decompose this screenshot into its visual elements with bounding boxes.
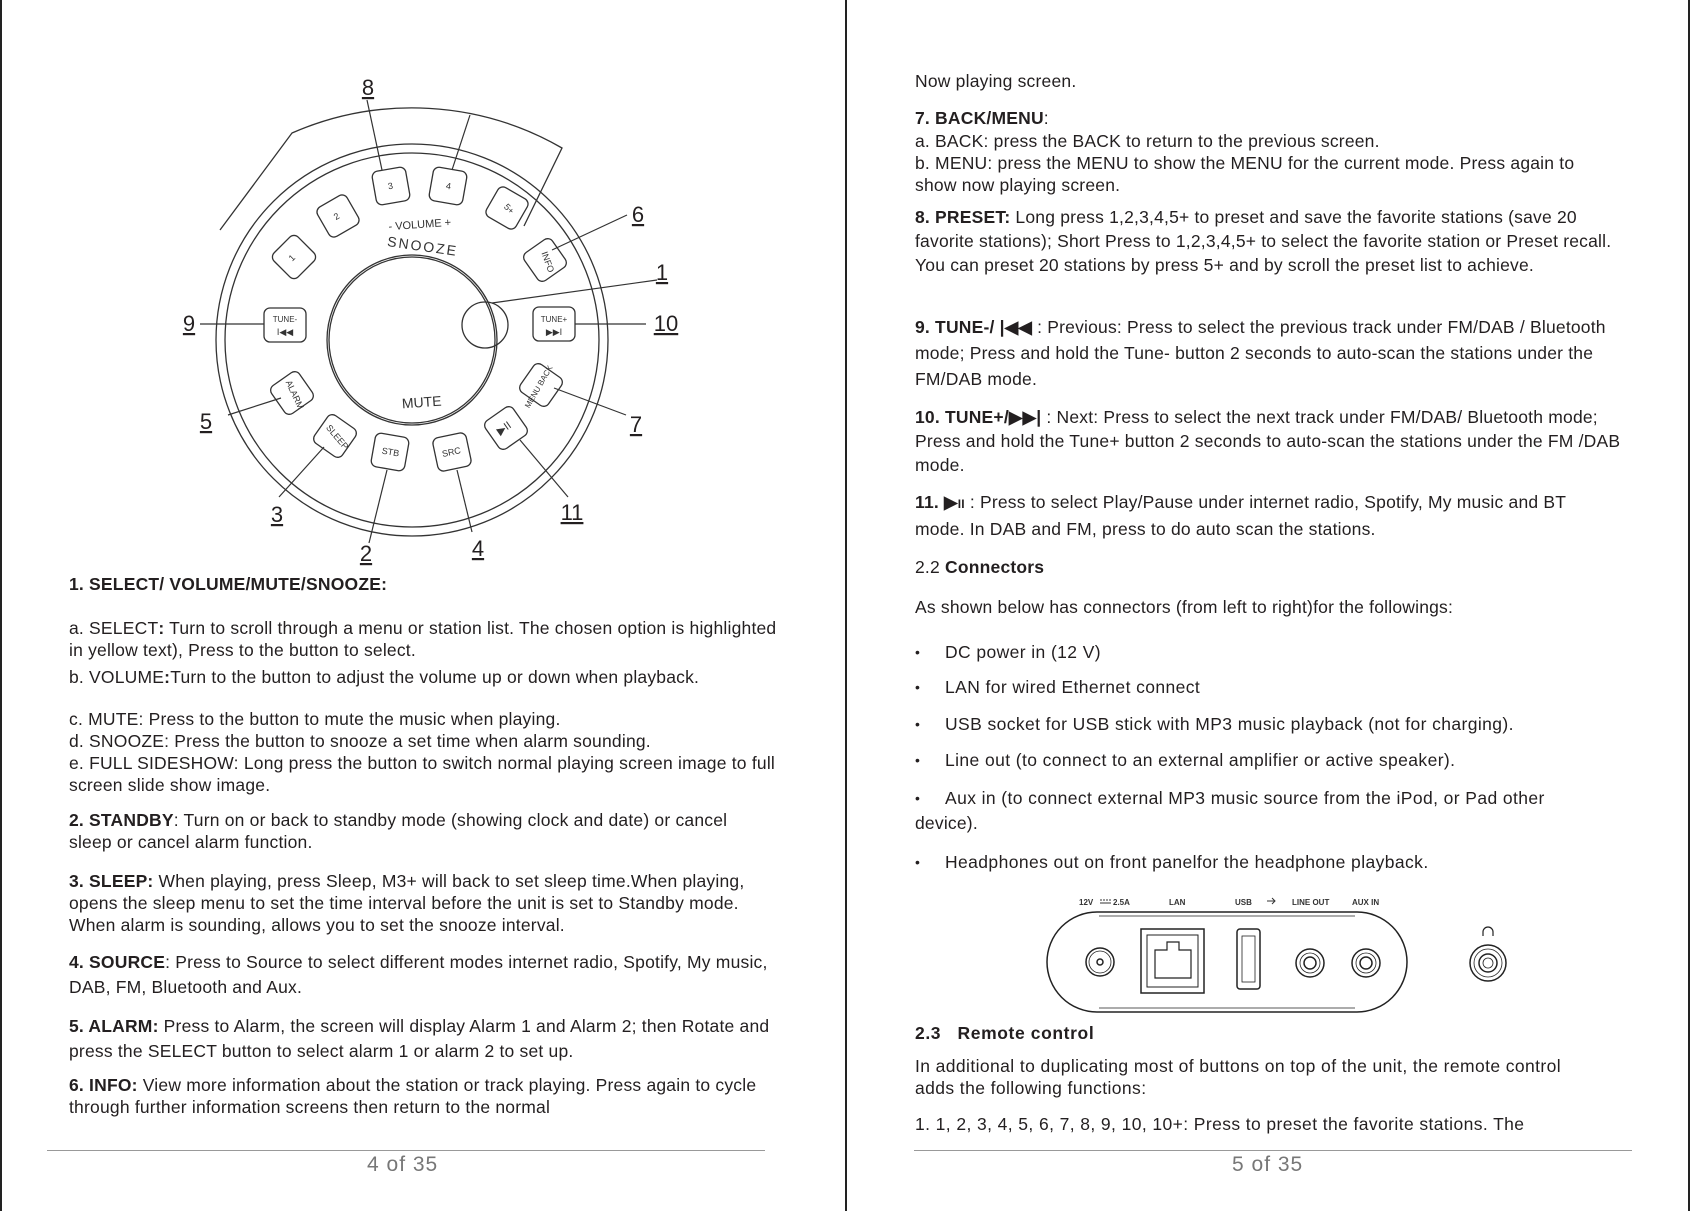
panel-label-lan: LAN	[1169, 898, 1186, 907]
panel-label-aux-in: AUX IN	[1352, 898, 1380, 907]
callout-1: 1	[655, 260, 669, 285]
para-menu: b. MENU: press the MENU to show the MENU for the current mode. Press again to show now playing screen.	[915, 153, 1575, 195]
page-number-left: 4 of 35	[367, 1153, 439, 1176]
panel-label-line-out: LINE OUT	[1292, 898, 1330, 907]
button-label-play-pause: ▶II	[494, 419, 514, 438]
connector-panel-diagram	[847, 890, 1690, 1020]
panel-label-2-5a: 2.5A	[1113, 898, 1130, 907]
dial-volume-label: - VOLUME +	[388, 216, 452, 234]
svg-text:▶▶I: ▶▶I	[545, 327, 563, 337]
para-source: 4. SOURCE: Press to Source to select different modes internet radio, Spotify, My music, DAB, FM, Bluetooth and Aux.	[69, 952, 768, 997]
button-label-tune-minus: TUNE-	[272, 315, 298, 324]
footer-divider-right	[914, 1150, 1632, 1151]
panel-label-12v: 12V	[1079, 898, 1094, 907]
callout-11: 11	[560, 500, 584, 525]
heading-remote-control: 2.3 Remote control	[915, 1023, 1095, 1043]
button-label-alarm: ALARM	[283, 378, 306, 411]
para-remote-intro: In additional to duplicating most of buttons on top of the unit, the remote control adds the following functions:	[915, 1056, 1562, 1098]
para-remote-1: 1. 1, 2, 3, 4, 5, 6, 7, 8, 9, 10, 10+: Press to preset the favorite stations. The	[915, 1114, 1525, 1134]
para-volume: b. VOLUME:Turn to the button to adjust the volume up or down when playback.	[69, 667, 700, 687]
callout-9: 9	[182, 311, 196, 336]
callout-5: 5	[199, 409, 213, 434]
svg-text:I◀◀: I◀◀	[276, 327, 294, 337]
button-label-info: INFO	[539, 250, 557, 274]
para-info: 6. INFO: View more information about the station or track playing. Press again to cycle through further information screens then return to the normal	[69, 1075, 757, 1117]
button-label-src: SRC	[441, 445, 462, 459]
heading-back-menu: 7. BACK/MENU:	[915, 108, 1049, 128]
dial-mute-label: MUTE	[401, 392, 442, 412]
para-play-pause: 11. ▶II : Press to select Play/Pause under internet radio, Spotify, My music and BT mode. In DAB and FM, press to do auto scan the stations.	[915, 492, 1566, 539]
button-label-3: 3	[387, 180, 394, 192]
page-right: Now playing screen. 7. BACK/MENU: a. BACK: press the BACK to return to the previous screen. b. MENU: press the MENU to show the MENU for the current mode. Press again to show now playing screen. 8. PRESET: Long press 1,2,3,4,5+ to preset and save the favorite stations (save 20 favorite stations); Short Press to 1,2,3,4,5+ to select the favorite station or Preset recall. You can preset 20 stations by press 5+ and by scroll the preset list to achieve. 9. TUNE-/ |◀◀ : Previous: Press to select the previous track under FM/DAB / Bluetooth mode; Press and hold the Tune- button 2 seconds to auto-scan the stations under the FM/DAB mode. 10. TUNE+/▶▶| : Next: Press to select the next track under FM/DAB/ Bluetooth mode; Press and hold the Tune+ button 2 seconds to auto-scan the stations under the FM /DAB mode. 11. ▶II : Press to select Play/Pause under internet radio, Spotify, My music and BT mode. In DAB and FM, press to do auto scan the stations. 2.2 Connectors As shown below has connectors (from left to right)for the followings: • DC power in (12 V) • LAN for wired Ethernet connect • USB socket for USB stick with MP3 music playback (not for charging). • Line out (to connect to an external amplifier or active speaker). • Aux in (to connect external MP3 music source from the iPod, or Pad other device). • Headphones out on front panelfor the headphone playback. 12V 2.5A LAN USB LINE OUT AUX IN 2.3 Remote control In additional to duplicating most of buttons on top of the unit, the remote control adds the following functions: 1. 1, 2, 3, 4, 5, 6, 7, 8, 9, 10, 10+: Press to preset the favorite stations. The 5 of 35	[845, 0, 1690, 1211]
para-alarm: 5. ALARM: Press to Alarm, the screen will display Alarm 1 and Alarm 2; then Rotate and press the SELECT button to select alarm 1 or alarm 2 to set up.	[69, 1016, 770, 1061]
heading-connectors: 2.2 Connectors	[915, 557, 1045, 577]
callout-2: 2	[359, 541, 373, 566]
para-back: a. BACK: press the BACK to return to the previous screen.	[915, 131, 1380, 151]
heading-select-volume: 1. SELECT/ VOLUME/MUTE/SNOOZE:	[69, 574, 388, 594]
button-label-1: 1	[286, 252, 298, 264]
panel-label-usb: USB	[1235, 898, 1252, 907]
button-label-4: 4	[445, 180, 452, 192]
button-label-5plus: 5+	[501, 201, 517, 217]
bullet-aux-in-cont: device).	[915, 813, 978, 833]
button-label-2: 2	[331, 210, 342, 222]
button-label-sleep: SLEEP	[324, 422, 351, 452]
callout-3: 3	[270, 502, 284, 527]
para-snooze: d. SNOOZE: Press the button to snooze a set time when alarm sounding.	[69, 731, 651, 751]
dial-snooze-label: SNOOZE	[386, 233, 460, 259]
callout-4: 4	[471, 536, 485, 561]
para-fullsideshow: e. FULL SIDESHOW: Long press the button to switch normal playing screen image to full screen slide show image.	[69, 753, 775, 795]
button-label-tune-plus: TUNE+	[540, 315, 568, 324]
control-dial-diagram	[2, 0, 847, 570]
para-sleep: 3. SLEEP: When playing, press Sleep, M3+ will back to set sleep time.When playing, opens the sleep menu to set the time interval before the unit is set to Standby mode. When alarm is sounding, allows you to set the snooze interval.	[69, 871, 745, 935]
callout-7: 7	[629, 412, 643, 437]
callout-10: 10	[653, 311, 679, 336]
para-now-playing: Now playing screen.	[915, 71, 1077, 91]
para-connectors-intro: As shown below has connectors (from left to right)for the followings:	[915, 597, 1454, 617]
para-tune-plus: 10. TUNE+/▶▶| : Next: Press to select the next track under FM/DAB/ Bluetooth mode; Press and hold the Tune+ button 2 seconds to auto-scan the stations under the FM /DAB mode.	[915, 407, 1621, 475]
para-preset: 8. PRESET: Long press 1,2,3,4,5+ to preset and save the favorite stations (save 20 favorite stations); Short Press to 1,2,3,4,5+ to select the favorite station or Preset recall. You can preset 20 stations by press 5+ and by scroll the preset list to achieve.	[915, 207, 1612, 275]
para-standby: 2. STANDBY: Turn on or back to standby mode (showing clock and date) or cancel sleep or cancel alarm function.	[69, 810, 728, 852]
button-label-stb: STB	[381, 445, 401, 459]
footer-divider-left	[47, 1150, 765, 1151]
para-tune-minus: 9. TUNE-/ |◀◀ : Previous: Press to select the previous track under FM/DAB / Bluetooth mode; Press and hold the Tune- button 2 seconds to auto-scan the stations under the FM/DAB mode.	[915, 317, 1606, 389]
callout-6: 6	[631, 202, 645, 227]
para-mute: c. MUTE: Press to the button to mute the music when playing.	[69, 709, 561, 729]
callout-8: 8	[361, 75, 375, 100]
para-select: a. SELECT: Turn to scroll through a menu or station list. The chosen option is highlighted in yellow text), Press to the button to select.	[69, 618, 777, 660]
page-number-right: 5 of 35	[1232, 1153, 1304, 1176]
button-label-menu-back: MENU BACK	[523, 363, 555, 410]
